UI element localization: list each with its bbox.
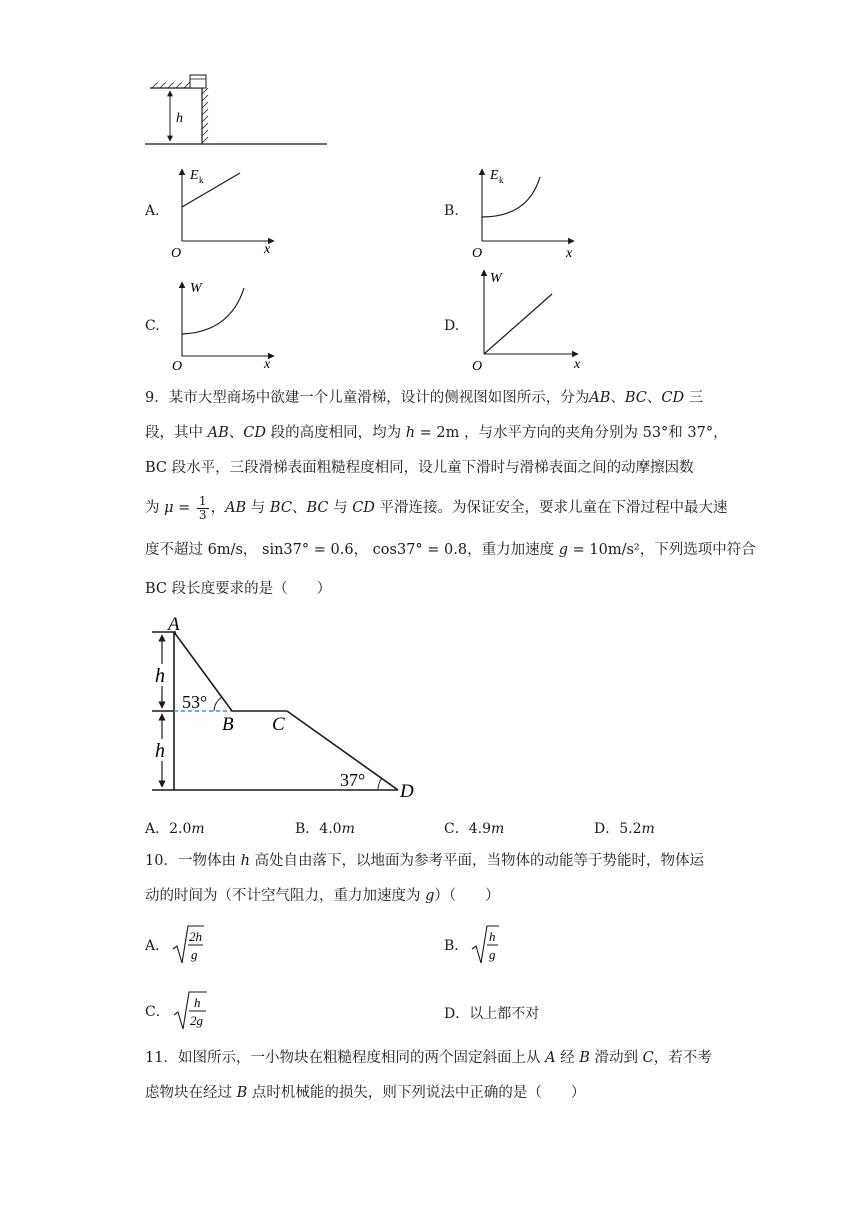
block (190, 75, 206, 88)
h-label-top: h (155, 665, 165, 687)
q8-graph-d (468, 264, 592, 374)
curve-convex (482, 177, 540, 217)
cliff-figure (140, 68, 340, 150)
q8-option-a-letter: A. (145, 203, 160, 219)
q10-option-b: B． h g (444, 922, 500, 968)
q9-line-6: BC 段长度要求的是（ ） (145, 581, 332, 597)
point-c: C (272, 714, 285, 735)
height-label: h (176, 111, 183, 126)
q8-option-d-letter: D. (444, 318, 460, 334)
svg-text:x: x (264, 242, 271, 257)
q8-graph-a (168, 163, 288, 261)
q8-graph-c (168, 276, 288, 374)
svg-text:2g: 2g (189, 1013, 203, 1028)
angle-37: 37° (340, 770, 366, 790)
q11-line-2: 虑物块在经过 B 点时机械能的损失，则下列说法中正确的是（ ） (145, 1085, 586, 1101)
sqrt-icon (470, 923, 500, 967)
q10-option-a: A． 2h g (145, 922, 205, 968)
h-label-bottom: h (155, 740, 165, 762)
q8-option-b-letter: B. (444, 203, 459, 219)
svg-text:g: g (489, 947, 496, 962)
q9-line-3: BC 段水平，三段滑梯表面粗糙程度相同，设儿童下滑时与滑梯表面之间的动摩擦因数 (145, 460, 694, 476)
q9-line-2: 段，其中 AB、CD 段的高度相同，均为 h = 2m ，与水平方向的夹角分别为 53°和 37°， (145, 425, 728, 441)
point-d: D (400, 781, 414, 802)
slide-figure (142, 614, 432, 806)
q9-option-d: D．5.2m (594, 821, 655, 837)
q10-option-c: C． h 2g (145, 988, 208, 1034)
q8-option-c-letter: C. (145, 318, 160, 334)
sqrt-icon (172, 989, 208, 1033)
q10-option-d: D．以上都不对 (444, 1006, 540, 1022)
svg-text:E: E (190, 168, 199, 183)
mu-fraction: $\frac{1}{3}$ (198, 493, 207, 522)
q9-option-b: B．4.0m (295, 821, 355, 837)
point-a: A (168, 614, 180, 635)
q8-graph-b (468, 163, 588, 261)
curve-linear (484, 294, 552, 354)
svg-text:x: x (566, 246, 573, 261)
svg-text:O: O (171, 246, 182, 261)
svg-text:g: g (191, 947, 198, 962)
svg-text:x: x (264, 357, 271, 372)
q9-line-1: 9．某市大型商场中欲建一个儿童滑梯，设计的侧视图如图所示，分为AB、BC、CD 三 (145, 390, 704, 406)
q9-option-c: C．4.9m (444, 821, 505, 837)
svg-text:W: W (190, 281, 202, 296)
point-b: B (222, 714, 234, 735)
svg-text:O: O (472, 359, 483, 374)
svg-text:k: k (499, 175, 504, 185)
svg-text:W: W (490, 271, 502, 286)
svg-text:x: x (574, 357, 581, 372)
svg-text:h: h (193, 995, 201, 1010)
svg-text:h: h (489, 929, 496, 944)
q9-option-a: A．2.0m (145, 821, 205, 837)
q11-line-1: 11．如图所示，一小物块在粗糙程度相同的两个固定斜面上从 A 经 B 滑动到 C，若不考 (145, 1050, 712, 1066)
svg-text:k: k (199, 175, 204, 185)
q9-line-4: 为 μ = $\frac{1}{3}$ ，AB 与 BC、BC 与 CD 平滑连接。为保证安全，要求儿童在下滑过程中最大速 (145, 493, 728, 522)
svg-text:O: O (472, 246, 483, 261)
svg-text:2h: 2h (189, 929, 203, 944)
sqrt-icon (171, 923, 205, 967)
q10-line-1: 10．一物体由 h 高处自由落下，以地面为参考平面，当物体的动能等于势能时，物体运 (145, 853, 705, 869)
svg-text:O: O (172, 359, 183, 374)
angle-53: 53° (182, 692, 208, 712)
q9-line-5: 度不超过 6m/s， sin37° = 0.6， cos37° = 0.8，重力加速度 g = 10m/s²，下列选项中符合 (145, 542, 756, 558)
svg-text:E: E (490, 168, 499, 183)
q10-line-2: 动的时间为（不计空气阻力，重力加速度为 g）（ ） (145, 888, 500, 904)
